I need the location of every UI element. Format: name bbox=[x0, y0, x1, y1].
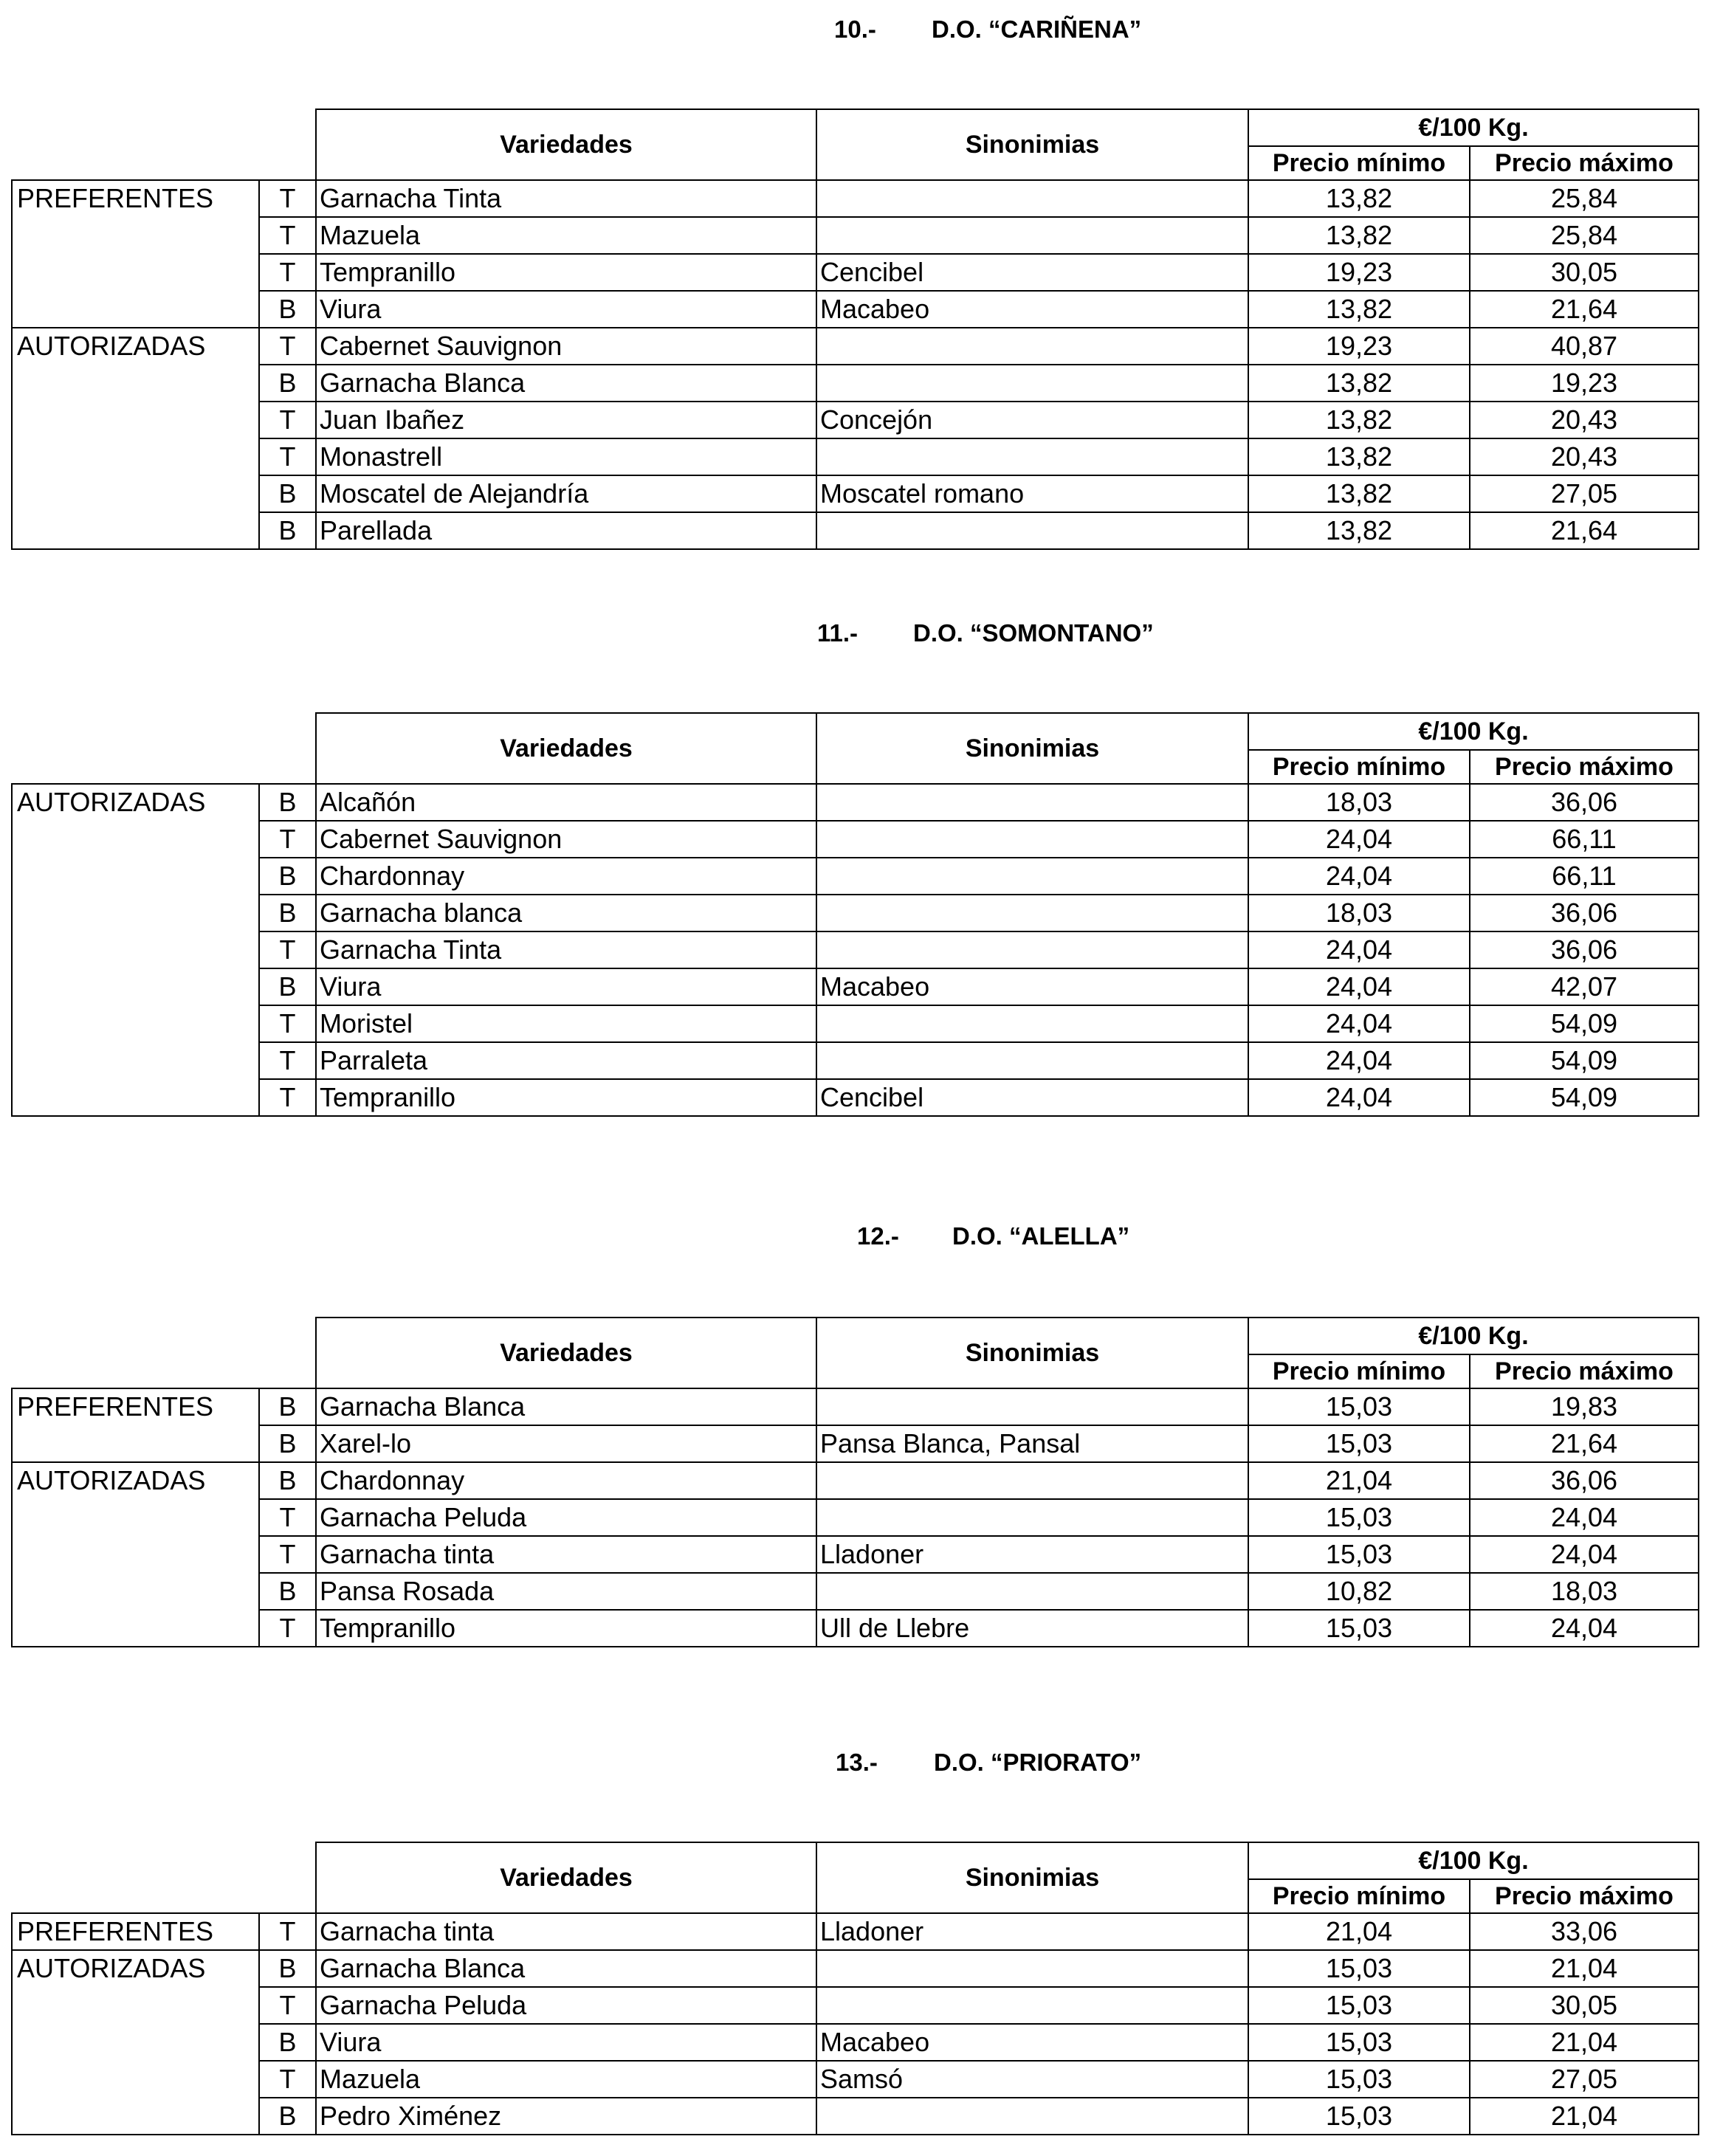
header-variedades: Variedades bbox=[316, 1842, 816, 1913]
section-title bbox=[0, 1740, 1720, 1785]
category-label: AUTORIZADAS bbox=[12, 328, 259, 549]
price-max: 36,06 bbox=[1470, 784, 1699, 821]
price-max: 24,04 bbox=[1470, 1536, 1699, 1573]
section-title bbox=[0, 7, 1720, 52]
table-row bbox=[12, 291, 1699, 328]
price-min: 21,04 bbox=[1248, 1462, 1470, 1499]
table-row bbox=[12, 217, 1699, 254]
section-name: D.O. “SOMONTANO” bbox=[913, 619, 1154, 647]
price-max: 21,64 bbox=[1470, 512, 1699, 549]
price-max: 36,06 bbox=[1470, 1462, 1699, 1499]
header-price-group: €/100 Kg. bbox=[1248, 1842, 1699, 1879]
category-label: PREFERENTES bbox=[12, 180, 259, 328]
color-code: T bbox=[259, 1913, 316, 1950]
color-code: B bbox=[259, 475, 316, 512]
section-number: 13.- bbox=[836, 1749, 878, 1776]
color-code: B bbox=[259, 1425, 316, 1462]
color-code: T bbox=[259, 402, 316, 438]
color-code: B bbox=[259, 1950, 316, 1987]
synonym: Macabeo bbox=[816, 968, 1248, 1005]
variety-name: Viura bbox=[316, 968, 816, 1005]
color-code: T bbox=[259, 1042, 316, 1079]
variety-name: Moscatel de Alejandría bbox=[316, 475, 816, 512]
variety-name: Juan Ibañez bbox=[316, 402, 816, 438]
price-min: 24,04 bbox=[1248, 1042, 1470, 1079]
variety-name: Tempranillo bbox=[316, 1610, 816, 1647]
header-precio-minimo: Precio mínimo bbox=[1248, 1354, 1470, 1388]
synonym bbox=[816, 1499, 1248, 1536]
color-code: T bbox=[259, 328, 316, 365]
price-min: 13,82 bbox=[1248, 402, 1470, 438]
synonym bbox=[816, 365, 1248, 402]
variety-name: Chardonnay bbox=[316, 858, 816, 895]
header-precio-maximo: Precio máximo bbox=[1470, 146, 1699, 180]
color-code: T bbox=[259, 1499, 316, 1536]
variety-name: Parraleta bbox=[316, 1042, 816, 1079]
table-row bbox=[12, 1079, 1699, 1116]
section-title bbox=[0, 1214, 1720, 1258]
table-row bbox=[12, 784, 1699, 821]
price-max: 25,84 bbox=[1470, 180, 1699, 217]
category-label: PREFERENTES bbox=[12, 1913, 259, 1950]
header-row bbox=[12, 1842, 1699, 1879]
table-row bbox=[12, 402, 1699, 438]
price-max: 54,09 bbox=[1470, 1042, 1699, 1079]
price-min: 24,04 bbox=[1248, 1005, 1470, 1042]
table-row bbox=[12, 475, 1699, 512]
section-name: D.O. “CARIÑENA” bbox=[932, 16, 1142, 43]
price-max: 21,04 bbox=[1470, 2098, 1699, 2135]
price-max: 42,07 bbox=[1470, 968, 1699, 1005]
variety-name: Parellada bbox=[316, 512, 816, 549]
section-name: D.O. “ALELLA” bbox=[952, 1222, 1130, 1250]
price-min: 24,04 bbox=[1248, 968, 1470, 1005]
synonym bbox=[816, 180, 1248, 217]
header-sinonimias: Sinonimias bbox=[816, 713, 1248, 784]
table-row bbox=[12, 365, 1699, 402]
synonym bbox=[816, 1573, 1248, 1610]
table-row bbox=[12, 1388, 1699, 1425]
section-number: 12.- bbox=[857, 1222, 899, 1250]
table-row bbox=[12, 1913, 1699, 1950]
table-row bbox=[12, 2061, 1699, 2098]
synonym bbox=[816, 1950, 1248, 1987]
price-max: 20,43 bbox=[1470, 438, 1699, 475]
price-max: 30,05 bbox=[1470, 254, 1699, 291]
price-min: 13,82 bbox=[1248, 180, 1470, 217]
price-min: 24,04 bbox=[1248, 1079, 1470, 1116]
price-max: 25,84 bbox=[1470, 217, 1699, 254]
color-code: T bbox=[259, 438, 316, 475]
section-title bbox=[0, 611, 1720, 655]
variety-name: Garnacha Tinta bbox=[316, 931, 816, 968]
price-max: 40,87 bbox=[1470, 328, 1699, 365]
price-table bbox=[11, 1317, 1699, 1647]
variety-name: Garnacha blanca bbox=[316, 895, 816, 931]
price-min: 18,03 bbox=[1248, 784, 1470, 821]
price-min: 15,03 bbox=[1248, 2098, 1470, 2135]
header-precio-maximo: Precio máximo bbox=[1470, 1354, 1699, 1388]
synonym bbox=[816, 512, 1248, 549]
variety-name: Pedro Ximénez bbox=[316, 2098, 816, 2135]
table-row bbox=[12, 1610, 1699, 1647]
color-code: B bbox=[259, 512, 316, 549]
synonym: Samsó bbox=[816, 2061, 1248, 2098]
section-number: 11.- bbox=[817, 619, 859, 647]
color-code: B bbox=[259, 1573, 316, 1610]
variety-name: Cabernet Sauvignon bbox=[316, 328, 816, 365]
price-min: 18,03 bbox=[1248, 895, 1470, 931]
price-min: 13,82 bbox=[1248, 475, 1470, 512]
price-table bbox=[11, 109, 1699, 550]
price-max: 20,43 bbox=[1470, 402, 1699, 438]
color-code: T bbox=[259, 931, 316, 968]
color-code: B bbox=[259, 1388, 316, 1425]
header-row bbox=[12, 109, 1699, 146]
variety-name: Garnacha Peluda bbox=[316, 1499, 816, 1536]
price-max: 18,03 bbox=[1470, 1573, 1699, 1610]
header-blank bbox=[12, 109, 316, 180]
header-sinonimias: Sinonimias bbox=[816, 1842, 1248, 1913]
price-min: 24,04 bbox=[1248, 858, 1470, 895]
color-code: B bbox=[259, 291, 316, 328]
synonym: Cencibel bbox=[816, 1079, 1248, 1116]
price-min: 15,03 bbox=[1248, 2061, 1470, 2098]
price-max: 19,83 bbox=[1470, 1388, 1699, 1425]
price-min: 13,82 bbox=[1248, 438, 1470, 475]
table-row bbox=[12, 438, 1699, 475]
synonym bbox=[816, 217, 1248, 254]
synonym: Macabeo bbox=[816, 291, 1248, 328]
synonym: Concejón bbox=[816, 402, 1248, 438]
price-min: 24,04 bbox=[1248, 931, 1470, 968]
color-code: T bbox=[259, 821, 316, 858]
color-code: T bbox=[259, 1987, 316, 2024]
price-min: 21,04 bbox=[1248, 1913, 1470, 1950]
category-label: AUTORIZADAS bbox=[12, 1950, 259, 2135]
header-precio-maximo: Precio máximo bbox=[1470, 750, 1699, 784]
variety-name: Monastrell bbox=[316, 438, 816, 475]
table-row bbox=[12, 180, 1699, 217]
header-sinonimias: Sinonimias bbox=[816, 109, 1248, 180]
variety-name: Garnacha tinta bbox=[316, 1536, 816, 1573]
synonym bbox=[816, 1042, 1248, 1079]
price-min: 15,03 bbox=[1248, 1610, 1470, 1647]
header-price-group: €/100 Kg. bbox=[1248, 1318, 1699, 1354]
variety-name: Garnacha Blanca bbox=[316, 1388, 816, 1425]
price-table bbox=[11, 1842, 1699, 2135]
synonym bbox=[816, 784, 1248, 821]
table-row bbox=[12, 1573, 1699, 1610]
synonym: Ull de Llebre bbox=[816, 1610, 1248, 1647]
header-price-group: €/100 Kg. bbox=[1248, 713, 1699, 750]
synonym bbox=[816, 2098, 1248, 2135]
section-number: 10.- bbox=[834, 16, 876, 43]
variety-name: Pansa Rosada bbox=[316, 1573, 816, 1610]
section-name: D.O. “PRIORATO” bbox=[934, 1749, 1142, 1776]
variety-name: Chardonnay bbox=[316, 1462, 816, 1499]
color-code: T bbox=[259, 217, 316, 254]
synonym: Moscatel romano bbox=[816, 475, 1248, 512]
color-code: B bbox=[259, 895, 316, 931]
category-label: AUTORIZADAS bbox=[12, 1462, 259, 1647]
synonym: Lladoner bbox=[816, 1913, 1248, 1950]
header-variedades: Variedades bbox=[316, 109, 816, 180]
variety-name: Cabernet Sauvignon bbox=[316, 821, 816, 858]
category-label: PREFERENTES bbox=[12, 1388, 259, 1462]
color-code: T bbox=[259, 1079, 316, 1116]
color-code: B bbox=[259, 365, 316, 402]
header-variedades: Variedades bbox=[316, 1318, 816, 1388]
price-max: 24,04 bbox=[1470, 1499, 1699, 1536]
variety-name: Garnacha tinta bbox=[316, 1913, 816, 1950]
synonym: Lladoner bbox=[816, 1536, 1248, 1573]
synonym bbox=[816, 1388, 1248, 1425]
color-code: T bbox=[259, 1005, 316, 1042]
color-code: B bbox=[259, 968, 316, 1005]
table-row bbox=[12, 1005, 1699, 1042]
price-max: 24,04 bbox=[1470, 1610, 1699, 1647]
price-max: 66,11 bbox=[1470, 858, 1699, 895]
table-row bbox=[12, 895, 1699, 931]
color-code: T bbox=[259, 180, 316, 217]
category-label: AUTORIZADAS bbox=[12, 784, 259, 1116]
price-max: 36,06 bbox=[1470, 931, 1699, 968]
color-code: B bbox=[259, 2024, 316, 2061]
price-min: 24,04 bbox=[1248, 821, 1470, 858]
table-row bbox=[12, 328, 1699, 365]
synonym: Macabeo bbox=[816, 2024, 1248, 2061]
price-min: 13,82 bbox=[1248, 217, 1470, 254]
price-max: 36,06 bbox=[1470, 895, 1699, 931]
price-min: 15,03 bbox=[1248, 1425, 1470, 1462]
price-table bbox=[11, 712, 1699, 1117]
price-max: 33,06 bbox=[1470, 1913, 1699, 1950]
variety-name: Garnacha Blanca bbox=[316, 365, 816, 402]
table-row bbox=[12, 968, 1699, 1005]
price-min: 10,82 bbox=[1248, 1573, 1470, 1610]
header-row bbox=[12, 713, 1699, 750]
table-row bbox=[12, 821, 1699, 858]
synonym bbox=[816, 895, 1248, 931]
price-min: 13,82 bbox=[1248, 512, 1470, 549]
variety-name: Tempranillo bbox=[316, 1079, 816, 1116]
price-min: 15,03 bbox=[1248, 2024, 1470, 2061]
table-row bbox=[12, 2098, 1699, 2135]
color-code: T bbox=[259, 2061, 316, 2098]
variety-name: Tempranillo bbox=[316, 254, 816, 291]
price-min: 15,03 bbox=[1248, 1499, 1470, 1536]
header-precio-minimo: Precio mínimo bbox=[1248, 146, 1470, 180]
variety-name: Viura bbox=[316, 2024, 816, 2061]
table-row bbox=[12, 2024, 1699, 2061]
price-min: 15,03 bbox=[1248, 1987, 1470, 2024]
price-max: 21,04 bbox=[1470, 1950, 1699, 1987]
price-min: 15,03 bbox=[1248, 1950, 1470, 1987]
table-row bbox=[12, 254, 1699, 291]
header-price-group: €/100 Kg. bbox=[1248, 109, 1699, 146]
price-max: 27,05 bbox=[1470, 475, 1699, 512]
price-min: 15,03 bbox=[1248, 1536, 1470, 1573]
variety-name: Garnacha Blanca bbox=[316, 1950, 816, 1987]
price-max: 27,05 bbox=[1470, 2061, 1699, 2098]
table-row bbox=[12, 512, 1699, 549]
header-sinonimias: Sinonimias bbox=[816, 1318, 1248, 1388]
variety-name: Xarel-lo bbox=[316, 1425, 816, 1462]
price-max: 54,09 bbox=[1470, 1079, 1699, 1116]
color-code: B bbox=[259, 2098, 316, 2135]
table-row bbox=[12, 931, 1699, 968]
color-code: T bbox=[259, 254, 316, 291]
table-row bbox=[12, 1425, 1699, 1462]
synonym bbox=[816, 1005, 1248, 1042]
table-row bbox=[12, 1536, 1699, 1573]
synonym bbox=[816, 1987, 1248, 2024]
price-min: 13,82 bbox=[1248, 291, 1470, 328]
variety-name: Garnacha Peluda bbox=[316, 1987, 816, 2024]
header-blank bbox=[12, 1842, 316, 1913]
header-precio-maximo: Precio máximo bbox=[1470, 1879, 1699, 1913]
synonym bbox=[816, 858, 1248, 895]
synonym: Cencibel bbox=[816, 254, 1248, 291]
synonym bbox=[816, 821, 1248, 858]
table-row bbox=[12, 1499, 1699, 1536]
price-max: 21,64 bbox=[1470, 291, 1699, 328]
table-row bbox=[12, 1987, 1699, 2024]
synonym bbox=[816, 1462, 1248, 1499]
header-precio-minimo: Precio mínimo bbox=[1248, 1879, 1470, 1913]
synonym bbox=[816, 438, 1248, 475]
color-code: T bbox=[259, 1610, 316, 1647]
color-code: B bbox=[259, 784, 316, 821]
variety-name: Mazuela bbox=[316, 217, 816, 254]
price-max: 19,23 bbox=[1470, 365, 1699, 402]
price-max: 30,05 bbox=[1470, 1987, 1699, 2024]
table-row bbox=[12, 1042, 1699, 1079]
header-precio-minimo: Precio mínimo bbox=[1248, 750, 1470, 784]
price-min: 13,82 bbox=[1248, 365, 1470, 402]
color-code: B bbox=[259, 858, 316, 895]
price-max: 21,04 bbox=[1470, 2024, 1699, 2061]
variety-name: Viura bbox=[316, 291, 816, 328]
table-row bbox=[12, 858, 1699, 895]
price-max: 21,64 bbox=[1470, 1425, 1699, 1462]
synonym bbox=[816, 931, 1248, 968]
price-max: 54,09 bbox=[1470, 1005, 1699, 1042]
price-max: 66,11 bbox=[1470, 821, 1699, 858]
header-blank bbox=[12, 713, 316, 784]
variety-name: Garnacha Tinta bbox=[316, 180, 816, 217]
synonym: Pansa Blanca, Pansal bbox=[816, 1425, 1248, 1462]
variety-name: Moristel bbox=[316, 1005, 816, 1042]
color-code: B bbox=[259, 1462, 316, 1499]
variety-name: Alcañón bbox=[316, 784, 816, 821]
synonym bbox=[816, 328, 1248, 365]
table-row bbox=[12, 1462, 1699, 1499]
price-min: 19,23 bbox=[1248, 328, 1470, 365]
table-row bbox=[12, 1950, 1699, 1987]
header-variedades: Variedades bbox=[316, 713, 816, 784]
price-min: 19,23 bbox=[1248, 254, 1470, 291]
price-min: 15,03 bbox=[1248, 1388, 1470, 1425]
header-row bbox=[12, 1318, 1699, 1354]
header-blank bbox=[12, 1318, 316, 1388]
variety-name: Mazuela bbox=[316, 2061, 816, 2098]
color-code: T bbox=[259, 1536, 316, 1573]
